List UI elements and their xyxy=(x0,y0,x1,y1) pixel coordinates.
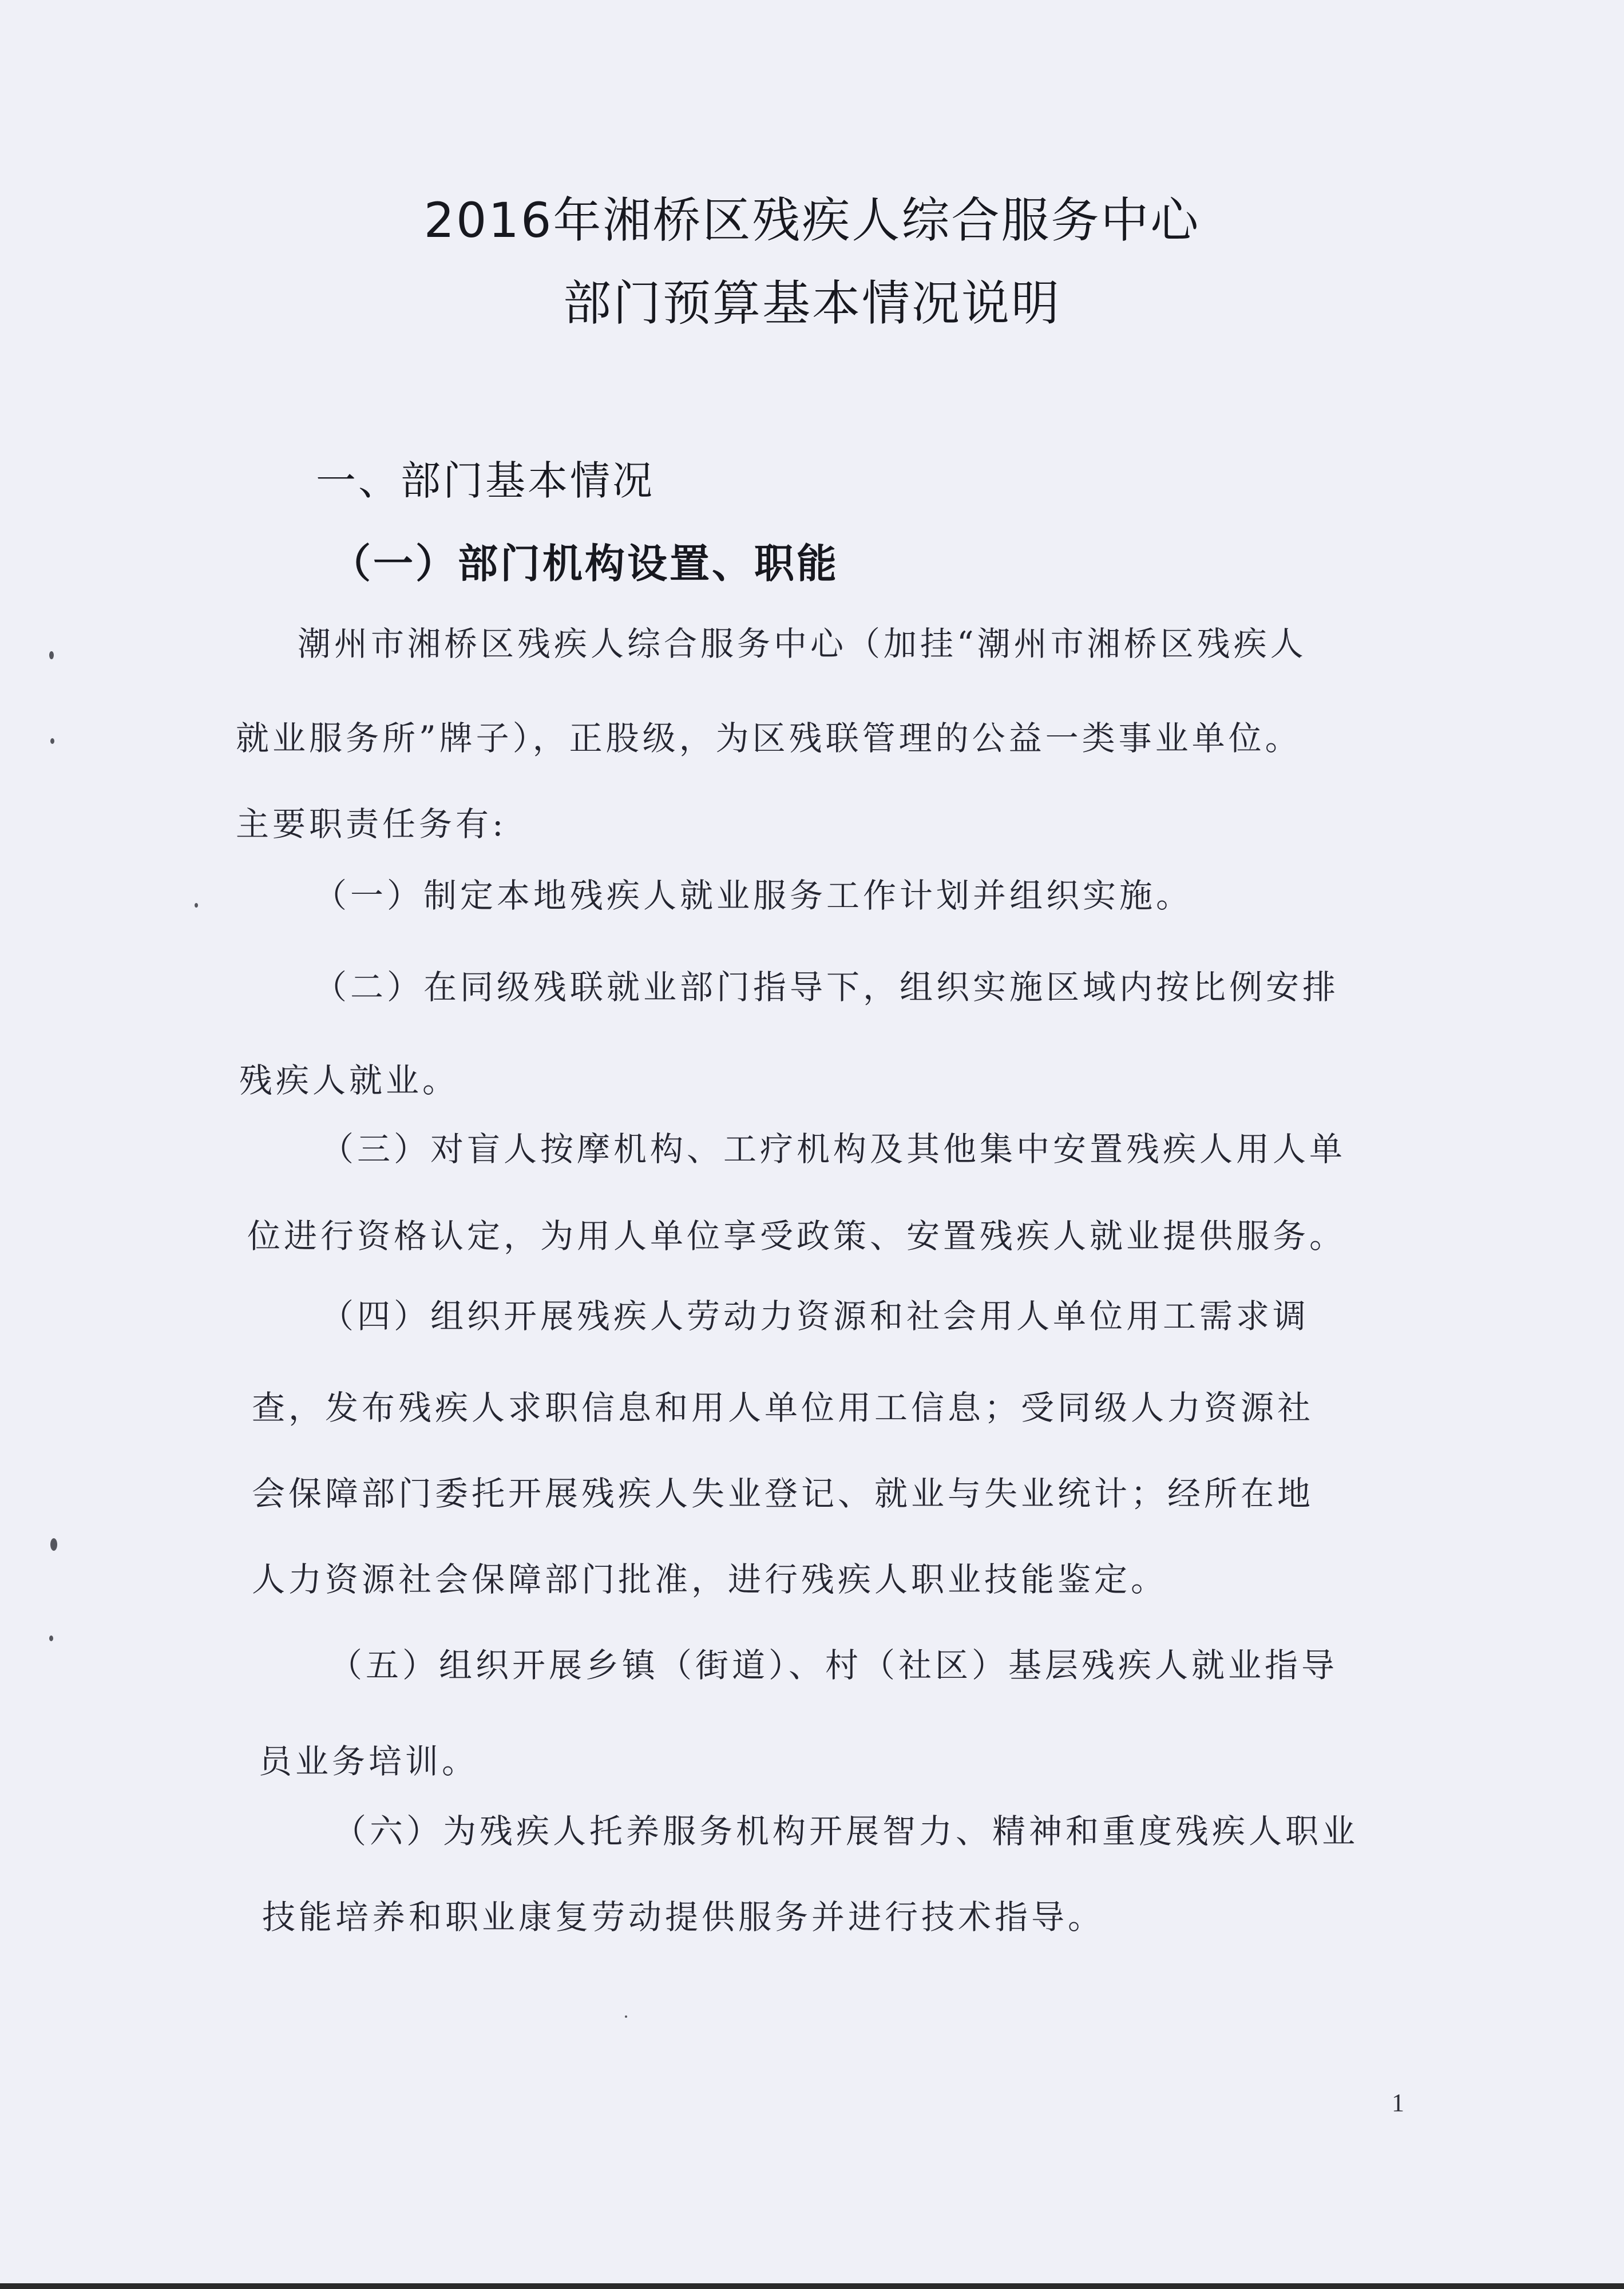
intro-line-3: 主要职责任务有: xyxy=(236,805,507,843)
duty-6-line-1: （六）为残疾人托养服务机构开展智力、精神和重度残疾人职业 xyxy=(333,1812,1359,1851)
intro-line-2: 就业服务所”牌子），正股级，为区残联管理的公益一类事业单位。 xyxy=(236,719,1302,758)
scan-speck xyxy=(625,2015,627,2018)
scan-speck xyxy=(50,738,54,744)
duty-2-line-2: 残疾人就业。 xyxy=(239,1061,460,1100)
duty-3-line-2: 位进行资格认定，为用人单位享受政策、安置残疾人就业提供服务。 xyxy=(247,1217,1346,1256)
scan-bottom-edge xyxy=(0,2283,1624,2289)
duty-4-line-1: （四）组织开展残疾人劳动力资源和社会用人单位用工需求调 xyxy=(320,1297,1310,1336)
duty-5-line-2: 员业务培训。 xyxy=(259,1742,479,1781)
scan-speck xyxy=(49,1635,53,1641)
duty-3-line-1: （三）对盲人按摩机构、工疗机构及其他集中安置残疾人用人单 xyxy=(320,1130,1346,1169)
document-title-line-2: 部门预算基本情况说明 xyxy=(563,275,1061,331)
duty-2-line-1: （二）在同级残联就业部门指导下，组织实施区域内按比例安排 xyxy=(314,968,1340,1007)
duty-4-line-2: 查，发布残疾人求职信息和用人单位用工信息；受同级人力资源社 xyxy=(252,1388,1314,1427)
page-number: 1 xyxy=(1392,2089,1404,2117)
duty-1-line-1: （一）制定本地残疾人就业服务工作计划并组织实施。 xyxy=(314,876,1193,915)
intro-line-1: 潮州市湘桥区残疾人综合服务中心（加挂“潮州市湘桥区残疾人 xyxy=(298,624,1307,663)
document-title-line-1: 2016年湘桥区残疾人综合服务中心 xyxy=(423,192,1201,248)
scan-speck xyxy=(195,903,198,908)
section-heading-basic-info: 一、部门基本情况 xyxy=(316,457,655,504)
duty-5-line-1: （五）组织开展乡镇（街道）、村（社区）基层残疾人就业指导 xyxy=(329,1646,1338,1685)
duty-4-line-4: 人力资源社会保障部门批准，进行残疾人职业技能鉴定。 xyxy=(252,1560,1168,1599)
duty-4-line-3: 会保障部门委托开展残疾人失业登记、就业与失业统计；经所在地 xyxy=(252,1474,1314,1513)
scan-speck xyxy=(50,1538,57,1551)
scan-speck xyxy=(49,651,54,659)
subsection-heading-organization: （一）部门机构设置、职能 xyxy=(331,540,839,587)
duty-6-line-2: 技能培养和职业康复劳动提供服务并进行技术指导。 xyxy=(262,1898,1105,1936)
